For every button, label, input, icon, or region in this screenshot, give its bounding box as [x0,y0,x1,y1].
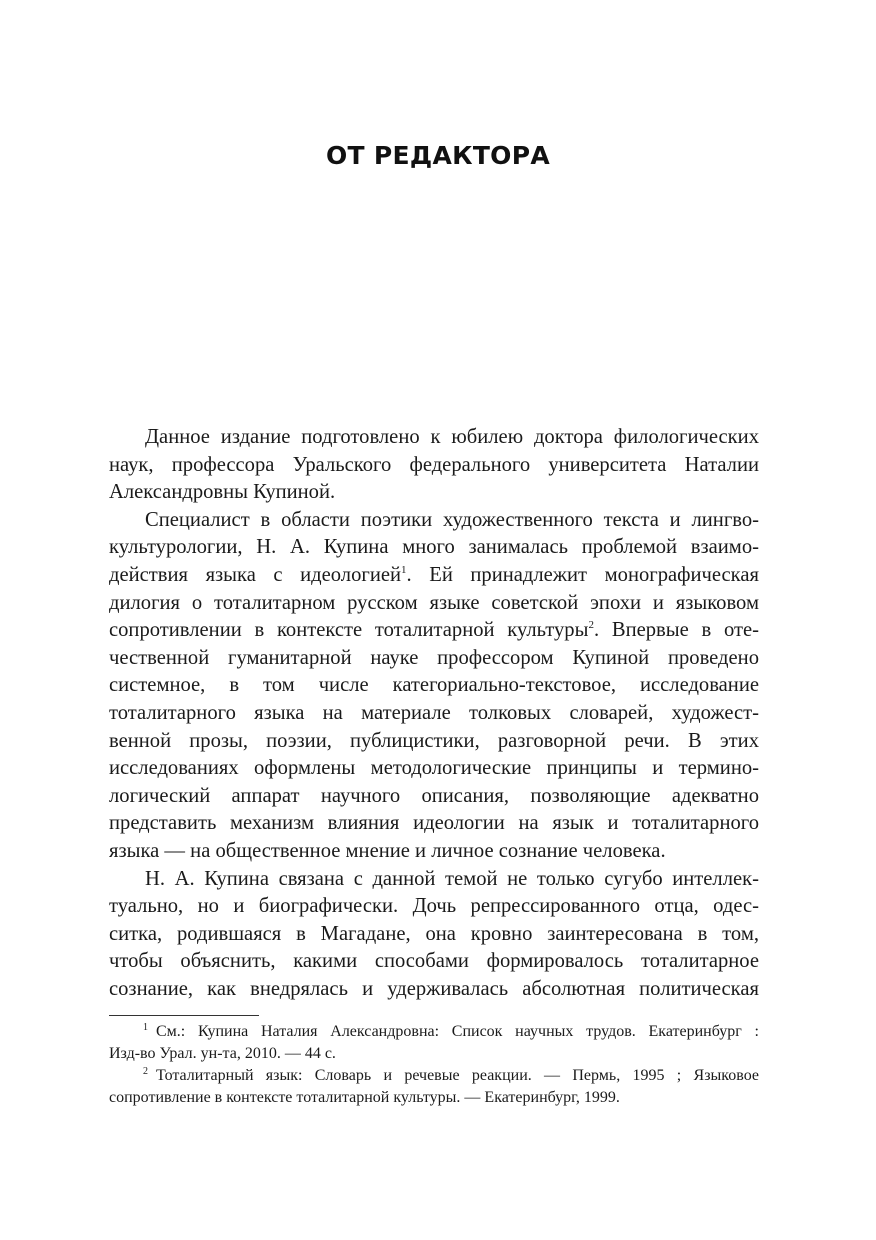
footnote-divider [109,1015,259,1016]
paragraph-line: Специалист в области поэтики художественного текста и лингво- [145,508,759,531]
paragraph-line: культурологии, Н. А. Купина много занималась проблемой взаимо- [109,536,759,559]
footnotes [109,1021,759,1109]
paragraph-line: венной прозы, поэзии, публицистики, разговорной речи. В этих [109,729,759,752]
paragraph-line: дилогия о тоталитарном русском языке советской эпохи и языковом [109,591,759,614]
text-segment: . Впервые в оте- [593,619,759,642]
text-segment: . Ей принадлежит монографическая [406,563,759,586]
paragraph-line: Н. А. Купина связана с данной темой не только сугубо интеллек- [145,867,759,890]
paragraph-line: системное, в том числе категориально-текстовое, исследование [109,674,759,697]
paragraph-line: чественной гуманитарной науке профессором Купиной проведено [109,646,759,669]
footnote-2 [109,1065,759,1087]
paragraph-line: Александровны Купиной. [109,481,336,504]
footnote-ref-2[interactable]: 2 [588,619,594,632]
footnote-text: Тоталитарный язык: Словарь и речевые реакции. — Пермь, 1995 ; Языковое [156,1067,759,1084]
footnote-ref-1[interactable]: 1 [401,563,407,576]
body-text [109,424,759,1003]
paragraph-line: Данное издание подготовлено к юбилею доктора филологических [145,426,759,448]
paragraph-line: туально, но и биографически. Дочь репрессированного отца, одес- [109,895,759,918]
paragraph-line: наук, профессора Уральского федерального университета Наталии [109,453,759,476]
page-title: ОТ РЕДАКТОРА [325,141,551,170]
paragraph-line: ситка, родившаяся в Магадане, она кровно заинтересована в том, [109,922,759,945]
paragraph-line: представить механизм влияния идеологии на язык и тоталитарного [109,812,759,835]
text-segment: сопротивлении в контексте тоталитарной культуры [109,619,589,642]
paragraph-line: логический аппарат научного описания, позволяющие адекватно [109,784,759,807]
paragraph-line: языка — на общественное мнение и личное сознание человека. [109,839,666,862]
footnote-number: 1 [143,1022,148,1033]
footnote-number: 2 [143,1066,148,1077]
paragraph-line [109,562,759,590]
footnote-line: сопротивление в контексте тоталитарной культуры. — Екатеринбург, 1999. [109,1089,620,1106]
paragraph-line: чтобы объяснить, какими способами формировалось тоталитарное [109,950,759,973]
paragraph-line: исследованиях оформлены методологические принципы и термино- [109,757,759,780]
footnote-1 [109,1021,759,1043]
paragraph-line: тоталитарного языка на материале толковых словарей, художест- [109,701,759,724]
paragraph-line [109,617,759,645]
text-segment: действия языка с идеологией [109,563,402,586]
footnote-line: Изд-во Урал. ун-та, 2010. — 44 с. [109,1045,336,1062]
footnote-text: См.: Купина Наталия Александровна: Список научных трудов. Екатеринбург : [156,1023,759,1040]
paragraph-line: сознание, как внедрялась и удерживалась абсолютная политическая [109,977,759,1000]
